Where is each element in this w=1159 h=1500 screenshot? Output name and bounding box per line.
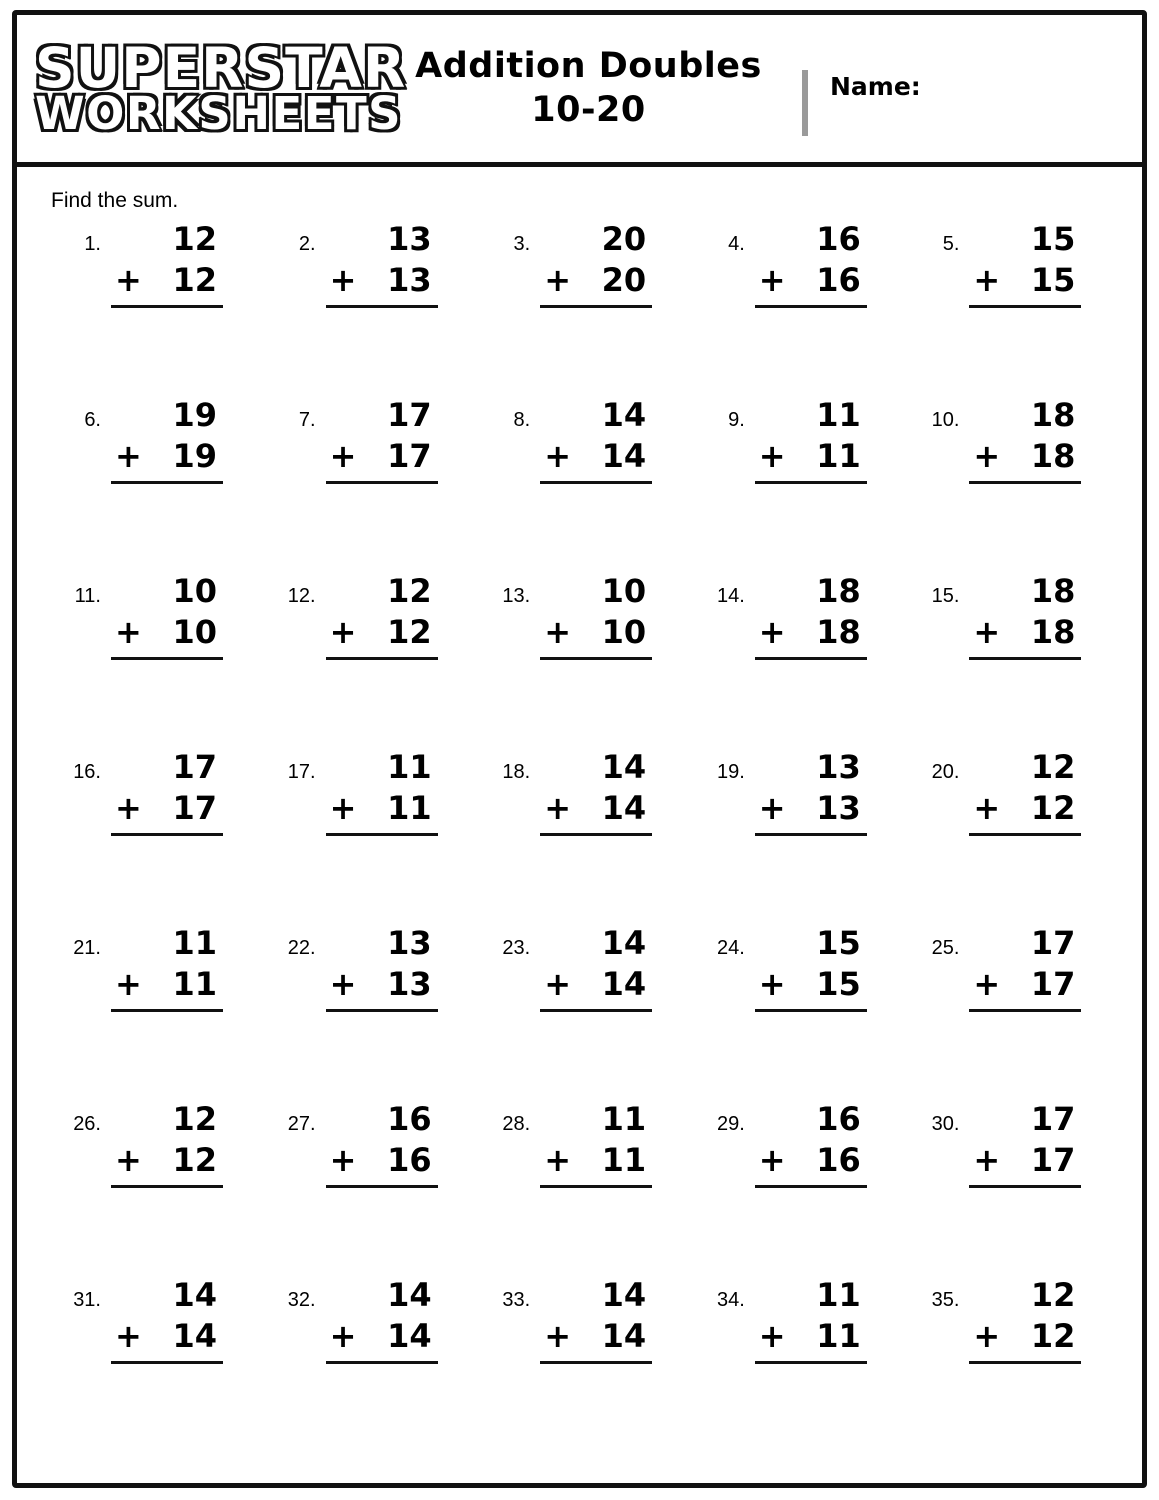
addend-bottom: 12 [387, 612, 432, 651]
addend-bottom-row [326, 436, 438, 477]
vertical-divider [802, 70, 808, 136]
problem-stack [540, 395, 652, 484]
problem-number: 15. [931, 585, 960, 607]
addend-bottom: 14 [601, 1316, 647, 1355]
answer-line[interactable] [755, 1185, 867, 1188]
problem-number: 26. [73, 1113, 101, 1135]
plus-icon: + [115, 788, 142, 827]
addend-bottom: 18 [1030, 436, 1076, 475]
addend-bottom-row [755, 612, 867, 653]
problem-item [901, 395, 1116, 571]
plus-icon: + [758, 612, 786, 651]
addend-bottom-row [111, 788, 223, 829]
problem-stack [969, 1099, 1081, 1188]
addend-top: 18 [1030, 572, 1076, 610]
problem-number: 24. [716, 937, 745, 959]
problem-item [43, 923, 258, 1099]
problem-stack [111, 571, 223, 660]
problem-number: 14. [716, 585, 745, 607]
addend-bottom-row [326, 612, 438, 653]
problem-stack [755, 571, 867, 660]
addend-top: 18 [1030, 396, 1076, 434]
page-title [395, 45, 802, 133]
problem-number: 9. [728, 409, 745, 431]
problem-number: 8. [513, 409, 531, 431]
answer-line[interactable] [755, 481, 867, 484]
addend-bottom: 13 [816, 788, 861, 827]
plus-icon: + [115, 1140, 142, 1179]
problem-item [43, 1275, 258, 1451]
problem-item [472, 571, 687, 747]
problem-number: 33. [502, 1289, 531, 1311]
addend-bottom: 18 [816, 612, 861, 651]
problem-number: 19. [716, 761, 745, 783]
problem-stack [540, 219, 652, 308]
addend-top: 16 [816, 220, 861, 258]
problem-stack [755, 395, 867, 484]
problem-number: 4. [728, 233, 745, 255]
problem-item [43, 571, 258, 747]
addend-bottom: 11 [601, 1140, 647, 1179]
addend-bottom-row [969, 260, 1081, 301]
answer-line[interactable] [969, 305, 1081, 308]
problem-item [472, 219, 687, 395]
addend-top: 11 [816, 1276, 861, 1314]
addend-bottom-row [969, 788, 1081, 829]
addend-bottom: 16 [387, 1140, 432, 1179]
problem-stack [326, 923, 438, 1012]
problem-number: 3. [513, 233, 531, 255]
problem-number: 23. [502, 937, 531, 959]
addend-bottom: 14 [387, 1316, 432, 1355]
problem-item [687, 1099, 902, 1275]
logo-line-2: WORKSHEETS [35, 87, 403, 141]
addend-top: 15 [1030, 220, 1076, 258]
worksheet-header [17, 15, 1142, 167]
addend-bottom: 10 [172, 612, 217, 651]
plus-icon: + [758, 788, 786, 827]
problem-stack [755, 1275, 867, 1364]
problem-item [472, 923, 687, 1099]
plus-icon: + [544, 612, 571, 651]
problem-stack [755, 747, 867, 836]
addend-bottom: 12 [172, 1140, 217, 1179]
addend-bottom: 17 [1030, 964, 1076, 1003]
addend-top: 14 [601, 1276, 647, 1314]
addend-top: 16 [387, 1100, 432, 1138]
problem-stack [969, 571, 1081, 660]
plus-icon: + [115, 1316, 142, 1355]
answer-line[interactable] [969, 1361, 1081, 1364]
addend-top: 10 [172, 572, 217, 610]
addend-bottom: 11 [172, 964, 217, 1003]
addend-bottom-row [540, 436, 652, 477]
addend-bottom-row [111, 964, 223, 1005]
addend-bottom-row [969, 612, 1081, 653]
problem-number: 6. [84, 409, 101, 431]
plus-icon: + [329, 1140, 357, 1179]
addend-top: 13 [387, 924, 432, 962]
addend-bottom: 20 [601, 260, 647, 299]
plus-icon: + [973, 1140, 1001, 1179]
answer-line[interactable] [969, 1009, 1081, 1012]
plus-icon: + [544, 1316, 571, 1355]
problem-number: 12. [287, 585, 316, 607]
problem-stack [540, 571, 652, 660]
addend-top: 14 [601, 396, 647, 434]
addend-top: 13 [387, 220, 432, 258]
addend-bottom-row [969, 436, 1081, 477]
addend-top: 17 [172, 748, 217, 786]
plus-icon: + [115, 260, 142, 299]
addend-bottom: 11 [387, 788, 432, 827]
problem-number: 13. [502, 585, 531, 607]
problem-item [472, 1275, 687, 1451]
problem-stack [326, 1099, 438, 1188]
addend-top: 14 [601, 924, 647, 962]
plus-icon: + [544, 788, 571, 827]
name-label: Name: [830, 71, 921, 101]
addend-bottom: 12 [1030, 1316, 1076, 1355]
problem-item [258, 219, 473, 395]
addend-bottom-row [755, 1316, 867, 1357]
problem-item [687, 571, 902, 747]
plus-icon: + [973, 964, 1001, 1003]
problem-number: 11. [74, 585, 101, 607]
worksheet-sheet [12, 10, 1147, 1488]
problem-stack [326, 219, 438, 308]
addend-top: 12 [172, 220, 217, 258]
addend-top: 19 [172, 396, 217, 434]
addend-bottom: 16 [816, 1140, 861, 1179]
addend-bottom: 14 [601, 964, 647, 1003]
addend-bottom: 17 [1030, 1140, 1076, 1179]
problem-item [258, 923, 473, 1099]
addend-bottom-row [111, 1316, 223, 1357]
plus-icon: + [973, 1316, 1001, 1355]
answer-line[interactable] [755, 657, 867, 660]
answer-line[interactable] [326, 833, 438, 836]
addend-bottom-row [969, 1316, 1081, 1357]
addend-bottom-row [540, 1316, 652, 1357]
answer-line[interactable] [755, 833, 867, 836]
plus-icon: + [973, 788, 1001, 827]
problem-stack [540, 923, 652, 1012]
addend-bottom-row [540, 260, 652, 301]
addend-top: 11 [172, 924, 217, 962]
answer-line[interactable] [326, 305, 438, 308]
addend-top: 17 [1030, 1100, 1076, 1138]
problem-item [43, 395, 258, 571]
addend-bottom: 12 [1030, 788, 1076, 827]
addend-bottom-row [326, 260, 438, 301]
problem-number: 7. [298, 409, 316, 431]
problem-stack [111, 219, 223, 308]
answer-line[interactable] [111, 481, 223, 484]
addend-top: 16 [816, 1100, 861, 1138]
addend-top: 18 [816, 572, 861, 610]
addend-bottom: 19 [172, 436, 217, 475]
plus-icon: + [115, 436, 142, 475]
problem-stack [969, 1275, 1081, 1364]
worksheet-body [17, 167, 1142, 1483]
problem-number: 28. [502, 1113, 531, 1135]
problem-stack [755, 923, 867, 1012]
plus-icon: + [544, 1140, 571, 1179]
answer-line[interactable] [540, 1009, 652, 1012]
problem-item [901, 747, 1116, 923]
problem-item [901, 571, 1116, 747]
problem-stack [969, 219, 1081, 308]
answer-line[interactable] [111, 1185, 223, 1188]
answer-line[interactable] [540, 305, 652, 308]
answer-line[interactable] [111, 1009, 223, 1012]
addend-bottom-row [755, 1140, 867, 1181]
problem-stack [969, 923, 1081, 1012]
addend-bottom: 12 [172, 260, 217, 299]
plus-icon: + [329, 1316, 357, 1355]
addend-top: 20 [601, 220, 647, 258]
addend-top: 12 [387, 572, 432, 610]
problem-item [43, 219, 258, 395]
plus-icon: + [758, 436, 786, 475]
problem-stack [111, 1099, 223, 1188]
problem-stack [326, 747, 438, 836]
plus-icon: + [115, 964, 142, 1003]
problem-number: 29. [716, 1113, 745, 1135]
plus-icon: + [329, 612, 357, 651]
answer-line[interactable] [540, 833, 652, 836]
answer-line[interactable] [540, 657, 652, 660]
answer-line[interactable] [540, 481, 652, 484]
addend-bottom: 17 [172, 788, 217, 827]
answer-line[interactable] [326, 1185, 438, 1188]
answer-line[interactable] [969, 481, 1081, 484]
plus-icon: + [544, 436, 571, 475]
addend-bottom-row [111, 260, 223, 301]
problem-stack [111, 395, 223, 484]
answer-line[interactable] [111, 1361, 223, 1364]
problem-number: 27. [287, 1113, 316, 1135]
problem-number: 17. [287, 761, 316, 783]
addend-bottom-row [755, 260, 867, 301]
problem-stack [111, 1275, 223, 1364]
addend-top: 14 [172, 1276, 217, 1314]
addend-bottom: 16 [816, 260, 861, 299]
problem-number: 34. [716, 1289, 745, 1311]
problem-item [43, 747, 258, 923]
problem-number: 31. [73, 1289, 101, 1311]
addend-bottom: 17 [387, 436, 432, 475]
addend-top: 11 [816, 396, 861, 434]
addend-bottom-row [540, 1140, 652, 1181]
page-title-line-1: Addition Doubles [415, 45, 762, 86]
plus-icon: + [329, 436, 357, 475]
plus-icon: + [329, 260, 357, 299]
addend-top: 17 [1030, 924, 1076, 962]
plus-icon: + [758, 260, 786, 299]
addend-bottom-row [111, 1140, 223, 1181]
problem-number: 18. [502, 761, 531, 783]
addend-top: 11 [601, 1100, 647, 1138]
addend-bottom: 13 [387, 260, 432, 299]
answer-line[interactable] [326, 1009, 438, 1012]
answer-line[interactable] [755, 1361, 867, 1364]
addend-bottom-row [111, 436, 223, 477]
addend-bottom: 15 [1030, 260, 1076, 299]
answer-line[interactable] [540, 1185, 652, 1188]
answer-line[interactable] [111, 657, 223, 660]
problem-stack [540, 747, 652, 836]
addend-bottom-row [326, 788, 438, 829]
problem-number: 16. [73, 761, 101, 783]
problem-stack [755, 1099, 867, 1188]
addend-bottom-row [755, 788, 867, 829]
problem-stack [540, 1275, 652, 1364]
plus-icon: + [544, 964, 571, 1003]
logo-line-1: SUPERSTAR [35, 35, 407, 100]
plus-icon: + [329, 964, 357, 1003]
problem-item [258, 747, 473, 923]
addend-bottom: 11 [816, 1316, 861, 1355]
problem-number: 25. [931, 937, 960, 959]
addend-bottom-row [755, 436, 867, 477]
addend-bottom: 11 [816, 436, 861, 475]
addend-top: 12 [1030, 1276, 1076, 1314]
problem-number: 32. [287, 1289, 316, 1311]
addend-top: 17 [387, 396, 432, 434]
addend-bottom-row [326, 1316, 438, 1357]
addend-top: 10 [601, 572, 647, 610]
problem-stack [969, 395, 1081, 484]
answer-line[interactable] [540, 1361, 652, 1364]
addend-top: 14 [387, 1276, 432, 1314]
problem-stack [969, 747, 1081, 836]
problem-number: 22. [287, 937, 316, 959]
addend-bottom: 10 [601, 612, 647, 651]
plus-icon: + [329, 788, 357, 827]
answer-line[interactable] [969, 1185, 1081, 1188]
problem-item [901, 1099, 1116, 1275]
addend-bottom-row [540, 964, 652, 1005]
plus-icon: + [973, 260, 1001, 299]
problem-item [687, 747, 902, 923]
addend-bottom-row [326, 964, 438, 1005]
addend-top: 14 [601, 748, 647, 786]
problem-number: 2. [298, 233, 316, 255]
answer-line[interactable] [326, 657, 438, 660]
addend-bottom-row [755, 964, 867, 1005]
problems-grid [43, 219, 1116, 1451]
answer-line[interactable] [969, 657, 1081, 660]
name-field-block [802, 42, 1142, 136]
problem-number: 21. [73, 937, 101, 959]
addend-bottom: 14 [601, 436, 647, 475]
problem-number: 10. [931, 409, 960, 431]
problem-stack [540, 1099, 652, 1188]
problem-item [901, 219, 1116, 395]
problem-number: 5. [942, 233, 960, 255]
problem-stack [755, 219, 867, 308]
addend-bottom-row [540, 612, 652, 653]
addend-bottom-row [111, 612, 223, 653]
plus-icon: + [973, 612, 1001, 651]
problem-item [687, 1275, 902, 1451]
addend-top: 12 [1030, 748, 1076, 786]
plus-icon: + [758, 1316, 786, 1355]
problem-number: 35. [931, 1289, 960, 1311]
plus-icon: + [758, 1140, 786, 1179]
problem-item [901, 1275, 1116, 1451]
problem-item [258, 1099, 473, 1275]
problem-number: 1. [84, 233, 101, 255]
problem-item [901, 923, 1116, 1099]
instruction-text: Find the sum. [51, 189, 179, 212]
problem-stack [111, 747, 223, 836]
plus-icon: + [973, 436, 1001, 475]
problem-item [258, 571, 473, 747]
problem-stack [326, 395, 438, 484]
answer-line[interactable] [755, 305, 867, 308]
plus-icon: + [544, 260, 571, 299]
addend-bottom-row [326, 1140, 438, 1181]
problem-stack [111, 923, 223, 1012]
problem-item [687, 923, 902, 1099]
addend-bottom-row [540, 788, 652, 829]
addend-bottom-row [969, 1140, 1081, 1181]
answer-line[interactable] [326, 481, 438, 484]
superstar-worksheets-logo [17, 35, 407, 141]
answer-line[interactable] [326, 1361, 438, 1364]
problem-number: 30. [931, 1113, 960, 1135]
plus-icon: + [115, 612, 142, 651]
problem-stack [326, 571, 438, 660]
answer-line[interactable] [111, 305, 223, 308]
problem-number: 20. [931, 761, 960, 783]
addend-top: 13 [816, 748, 861, 786]
problem-item [472, 747, 687, 923]
problem-stack [326, 1275, 438, 1364]
problem-item [43, 1099, 258, 1275]
addend-bottom: 15 [816, 964, 861, 1003]
addend-top: 15 [816, 924, 861, 962]
problem-item [687, 219, 902, 395]
problem-item [258, 1275, 473, 1451]
answer-line[interactable] [755, 1009, 867, 1012]
plus-icon: + [758, 964, 786, 1003]
problem-item [472, 1099, 687, 1275]
problem-item [687, 395, 902, 571]
addend-bottom: 18 [1030, 612, 1076, 651]
answer-line[interactable] [111, 833, 223, 836]
page-title-line-2: 10-20 [531, 89, 646, 130]
addend-bottom: 14 [172, 1316, 217, 1355]
problem-item [472, 395, 687, 571]
addend-top: 11 [387, 748, 432, 786]
addend-top: 12 [172, 1100, 217, 1138]
answer-line[interactable] [969, 833, 1081, 836]
addend-bottom-row [969, 964, 1081, 1005]
addend-bottom: 14 [601, 788, 647, 827]
addend-bottom: 13 [387, 964, 432, 1003]
problem-item [258, 395, 473, 571]
